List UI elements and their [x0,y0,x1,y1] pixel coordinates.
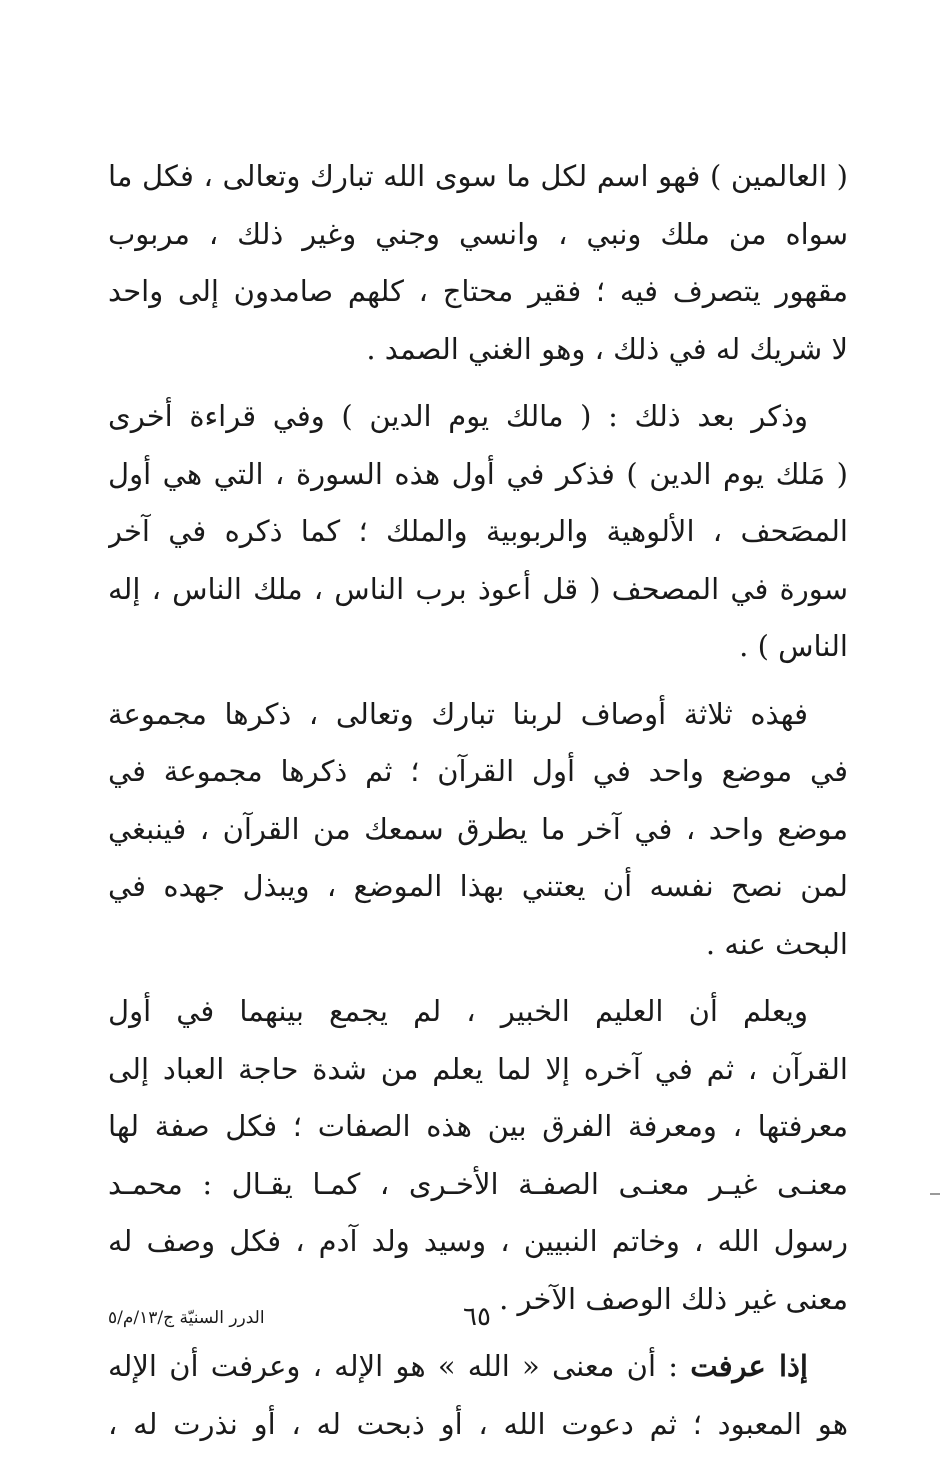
text-line: في موضع واحد في أول القرآن ؛ ثم ذكرها مجموعة في [108,754,848,788]
text-line: ( مَلك يوم الدين ) فذكر في أول هذه السورة ، التي هي أول [108,456,848,491]
text-line: ويعلم أن العليم الخبير ، لم يجمع بينهما في أول [108,994,808,1028]
paragraph-2 [108,388,848,676]
paragraph-1 [108,148,848,378]
text-line: البحث عنه . [705,926,848,961]
paragraph-3 [108,686,848,974]
text-line: سواه من ملك ونبي ، وانسي وجني وغير ذلك ، مربوب [108,216,848,251]
margin-mark [930,1193,940,1195]
text-line: فهذه ثلاثة أوصاف لربنا تبارك وتعالى ، ذكرها مجموعة [108,696,808,731]
text-line: معرفتها ، ومعرفة الفرق بين هذه الصفات ؛ فكل صفة لها [108,1109,848,1143]
source-reference: الدرر السنيّة ج/١٣/م/٥ [108,1308,265,1328]
text-line: لا شريك له في ذلك ، وهو الغني الصمد . [366,331,848,366]
text-line: رسول الله ، وخاتم النبيين ، وسيد ولد آدم ، فكل وصف له [108,1224,848,1258]
text-line: سورة في المصحف ( قل أعوذ برب الناس ، ملك الناس ، إله [108,571,848,606]
paragraph-5 [108,1338,848,1453]
text-line: الناس ) . [739,629,848,663]
text-line: معنـى غيـر معنـى الصفـة الأخـرى ، كمـا يقـال : محمـد [108,1166,848,1201]
text-line: القرآن ، ثم في آخره إلا لما يعلم من شدة حاجة العباد إلى [108,1051,848,1086]
text-line: وذكر بعد ذلك : ( مالك يوم الدين ) وفي قراءة أخرى [108,399,808,433]
text-line: هو المعبود ؛ ثم دعوت الله ، أو ذبحت له ، أو نذرت له ، [108,1406,848,1441]
body-text [108,148,848,1463]
text-line: ( العالمين ) فهو اسم لكل ما سوى الله تبارك وتعالى ، فكل ما [108,159,848,193]
text-line: لمن نصح نفسه أن يعتني بهذا الموضع ، ويبذل جهده في [108,869,848,903]
page-footer [108,1302,848,1342]
text-line [108,1338,848,1396]
bold-lead-phrase: إذا عرفت [690,1349,808,1383]
line-remainder: : أن معنى « الله » هو الإله ، وعرفت أن الإله [108,1349,691,1383]
page-number: ٦٥ [463,1302,491,1332]
text-line: معنى غير ذلك الوصف الآخر . [499,1281,848,1316]
text-line: موضع واحد ، في آخر ما يطرق سمعك من القرآن ، فينبغي [108,811,848,846]
text-line: المصَحف ، الألوهية والربوبية والملك ؛ كما ذكره في آخر [108,514,848,548]
text-line: مقهور يتصرف فيه ؛ فقير محتاج ، كلهم صامدون إلى واحد [108,274,848,308]
paragraph-4 [108,983,848,1328]
